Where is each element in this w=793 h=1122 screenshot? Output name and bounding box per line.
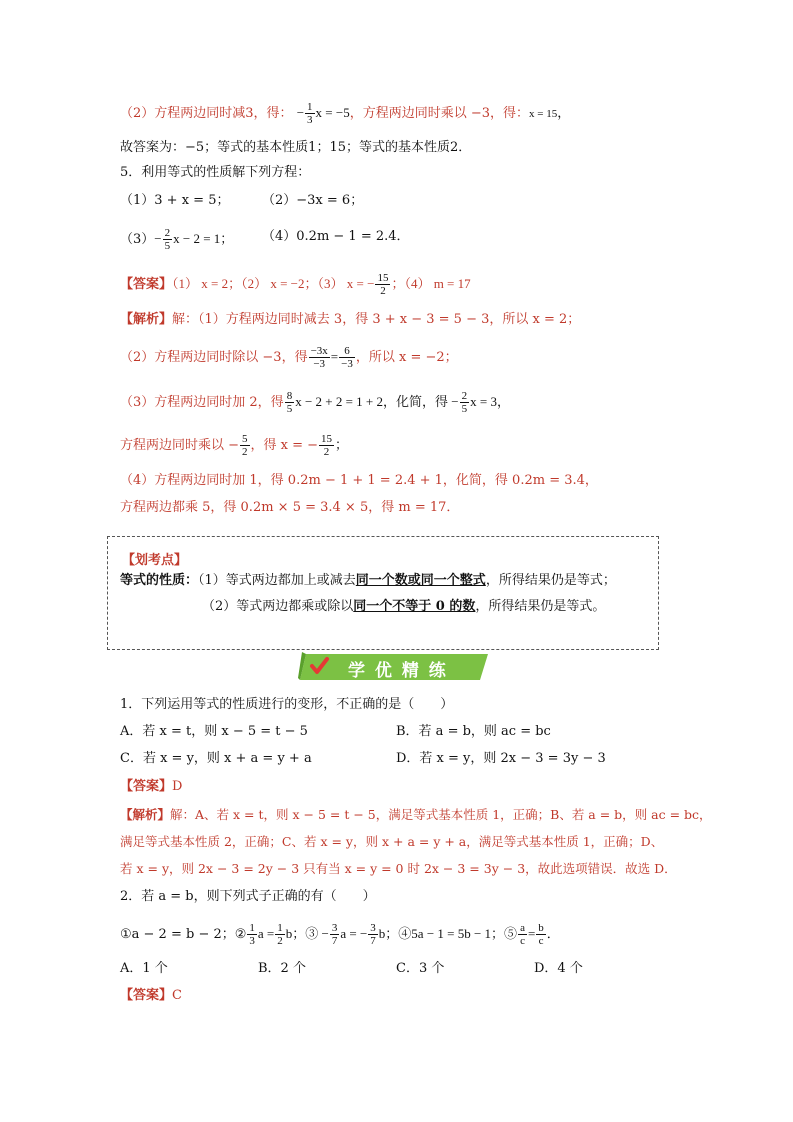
keypoint-line-1: 等式的性质：（1）等式两边都加上或减去同一个数或同一个整式，所得结果仍是等式； xyxy=(120,573,616,588)
ex2-option-a: A．1 个 xyxy=(120,961,168,976)
q5-analysis-6: 方程两边都乘 5，得 0.2m × 5 = 3.4 × 5，得 m = 17． xyxy=(120,500,460,515)
ex1-analysis-3: 若 x = y，则 2x − 3 = 2y − 3 只有当 x = y = 0 时 2x − 3 = 3y − 3，故此选项错误．故选 D． xyxy=(120,861,677,876)
q5-analysis-2: （2）方程两边同时除以 −3，得 $\frac{-3x}{-3}$ = $\frac{6}{-3}$ ，所以 x = −2； xyxy=(120,345,458,370)
q5-p3: （3）− $\frac{2}{5}$ x − 2 = 1； xyxy=(120,227,234,252)
q5-analysis-5: （4）方程两边同时加 1，得 0.2m − 1 + 1 = 2.4 + 1，化简，得 0.2m = 3.4， xyxy=(120,473,598,488)
q5-analysis-4: 方程两边同时乘以 − $\frac{5}{2}$ ，得 x = − $\frac{15}{2}$ ； xyxy=(120,433,349,458)
keypoint-box xyxy=(107,536,659,650)
ex1-analysis-1: 【解析】解：A、若 x = t，则 x − 5 = t − 5，满足等式基本性质 1，正确；B、若 a = b，则 ac = bc， xyxy=(120,807,712,822)
ex2-answer: 【答案】C xyxy=(120,988,182,1003)
fraction: $\frac{1}{3}$ xyxy=(307,101,313,126)
ex2-option-b: B．2 个 xyxy=(258,961,306,976)
ex2-option-c: C．3 个 xyxy=(396,961,445,976)
q5-analysis-1: 【解析】解：（1）方程两边同时减去 3，得 3 + x − 3 = 5 − 3，所以 x = 2； xyxy=(120,312,581,327)
ex2-option-d: D．4 个 xyxy=(534,961,583,976)
line-step2: （2）方程两边同时减3，得： − $\frac{1}{3}$ x = −5，方程两边同时乘以 −3，得：x = 15， xyxy=(120,101,571,126)
ex1-answer: 【答案】D xyxy=(120,779,183,794)
q5-p2: （2）−3x = 6； xyxy=(262,193,364,208)
q5-answer: 【答案】（1） x = 2；（2） x = −2；（3） x = − $\frac{15}{2}$ ；（4） m = 17 xyxy=(120,272,471,297)
q5-p1: （1）3 + x = 5； xyxy=(120,193,230,208)
ex1-analysis-2: 满足等式基本性质 2，正确；C、若 x = y，则 x + a = y + a，满足等式基本性质 1，正确；D、 xyxy=(120,834,664,849)
ex2-items: ①a − 2 = b − 2；② $\frac{1}{3}$ a = $\frac{1}{2}$ b；③ − $\frac{3}{7}$ a = − $\frac{3}{7}$ b；④5a − 1 = 5b − 1；⑤ $\frac{a}{c}$ = $\frac{b}{c}$ ． xyxy=(120,922,560,947)
q5-p4: （4）0.2m − 1 = 2.4． xyxy=(262,229,410,244)
ex1-option-a: A．若 x = t，则 x − 5 = t − 5 xyxy=(120,724,308,739)
ex1-question: 1．下列运用等式的性质进行的变形，不正确的是（ ） xyxy=(120,697,454,712)
ex1-option-d: D．若 x = y，则 2x − 3 = 3y − 3 xyxy=(396,751,606,766)
banner-text: 学 优 精 练 xyxy=(348,661,448,681)
keypoint-line-2: （2）等式两边都乘或除以同一个不等于 0 的数，所得结果仍是等式。 xyxy=(202,599,606,614)
q5-title: 5．利用等式的性质解下列方程： xyxy=(120,165,311,180)
ex1-option-b: B．若 a = b，则 ac = bc xyxy=(396,724,551,739)
keypoint-title: 【划考点】 xyxy=(122,553,188,568)
ex2-question: 2．若 a = b，则下列式子正确的有（ ） xyxy=(120,889,376,904)
line-answer-summary: 故答案为：−5；等式的基本性质1；15；等式的基本性质2． xyxy=(120,140,472,155)
section-banner xyxy=(298,652,494,682)
ex1-option-c: C．若 x = y，则 x + a = y + a xyxy=(120,751,312,766)
q5-analysis-3: （3）方程两边同时加 2，得 $\frac{8}{5}$ x − 2 + 2 = 1 + 2，化简，得 − $\frac{2}{5}$ x = 3， xyxy=(120,390,510,415)
